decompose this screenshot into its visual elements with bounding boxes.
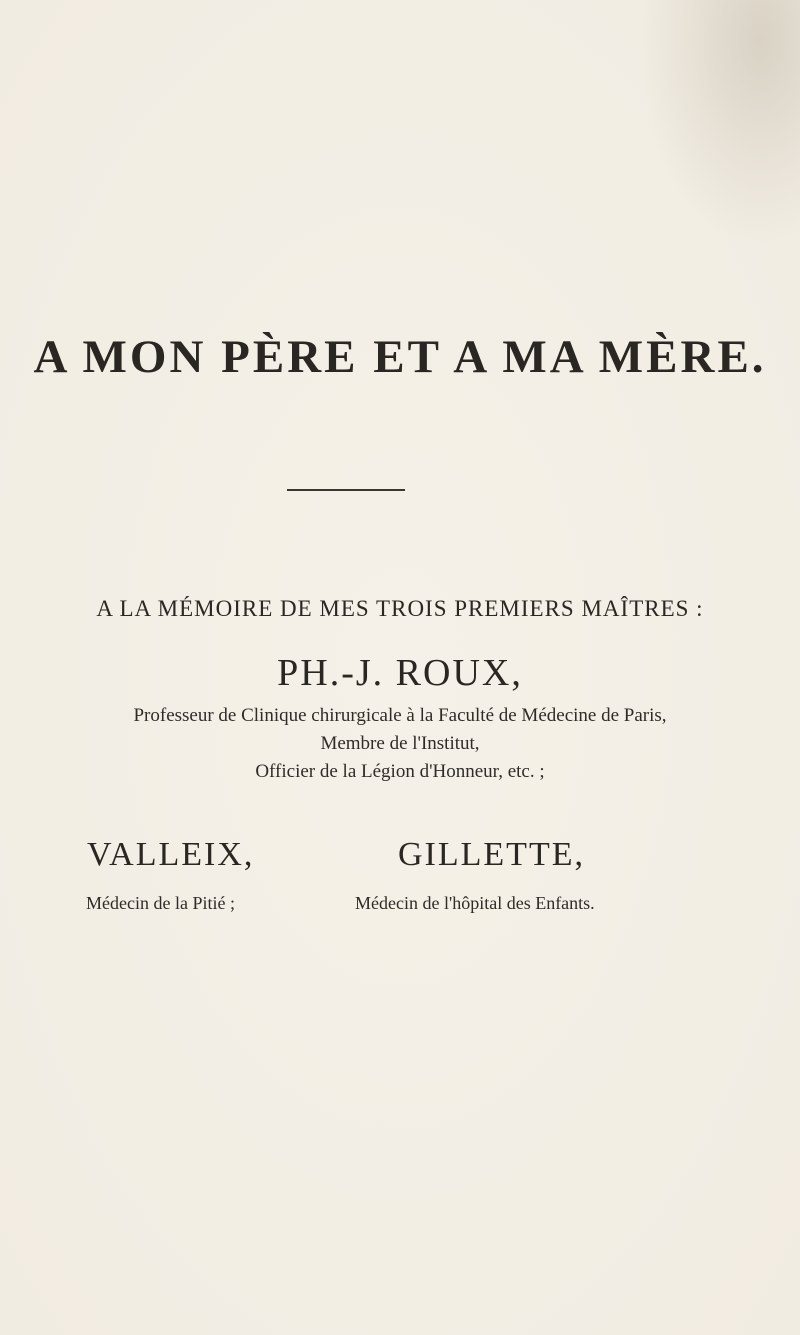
memorial-heading: A LA MÉMOIRE DE MES TROIS PREMIERS MAÎTRES : (96, 596, 704, 621)
gillette-role: Médecin de l'hôpital des Enfants. (355, 893, 595, 913)
dedication-heading: A MON PÈRE ET A MA MÈRE. (33, 331, 767, 383)
roux-title-line-1: Professeur de Clinique chirurgicale à la Faculté de Médecine de Paris, (133, 705, 667, 726)
roux-name: PH.-J. ROUX, (277, 652, 523, 694)
roux-title-line-2: Membre de l'Institut, (320, 733, 480, 754)
divider-rule (287, 489, 405, 491)
roux-title-line-3: Officier de la Légion d'Honneur, etc. ; (255, 761, 545, 782)
gillette-name: GILLETTE, (398, 836, 585, 873)
valleix-name: VALLEIX, (87, 836, 255, 873)
valleix-role: Médecin de la Pitié ; (86, 893, 235, 913)
